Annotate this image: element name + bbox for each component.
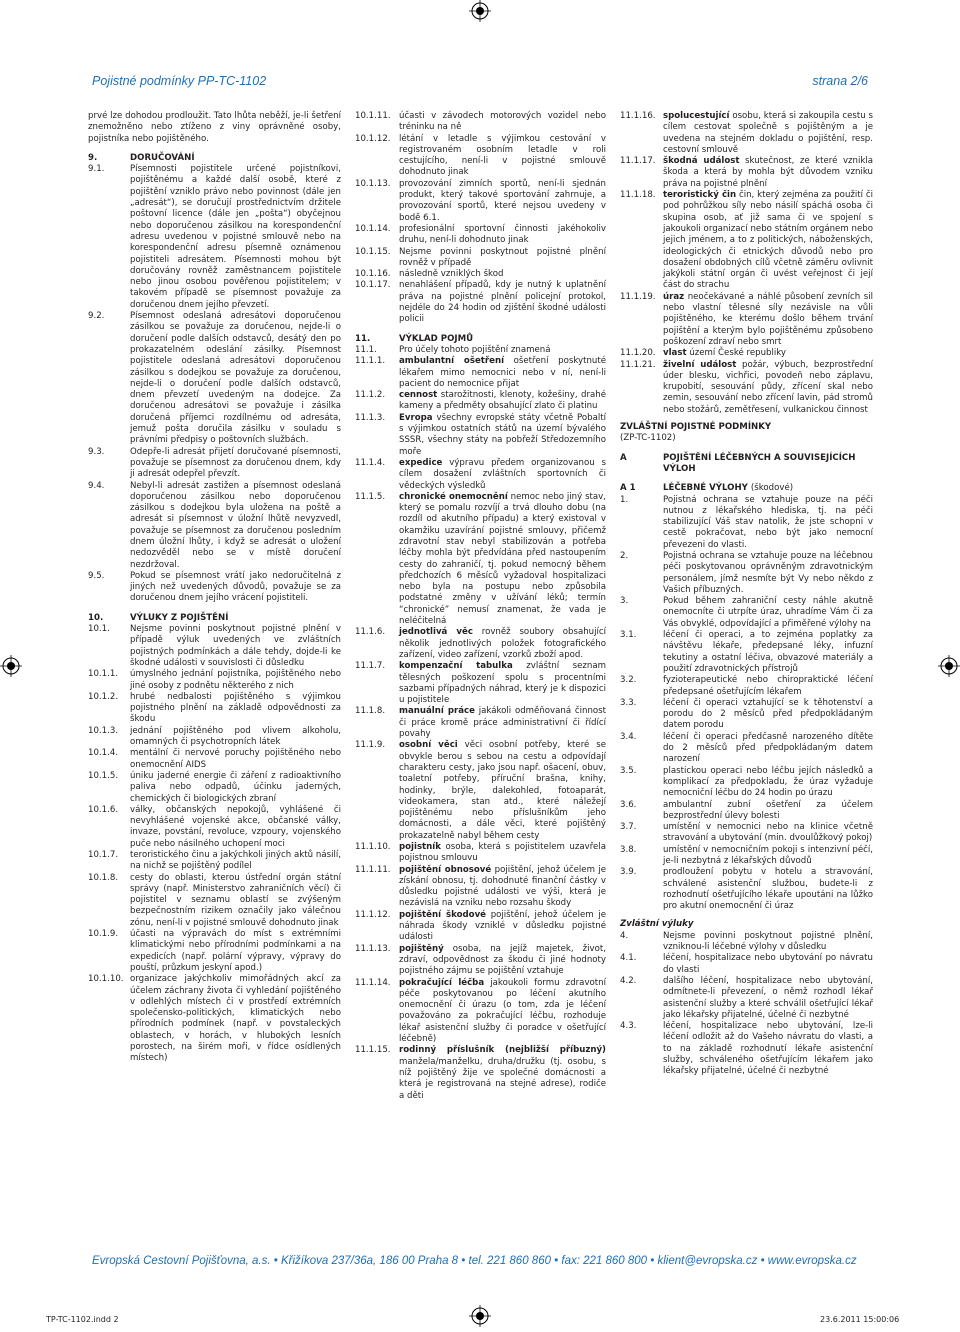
clause-text: zvláštní seznam tělesných poškození spolu s procentními sazbami případných náhrad, který je k dispozici u pojistitele bbox=[399, 661, 606, 706]
clause-number: 3.6. bbox=[620, 799, 637, 810]
clause-text: úmyslného jednání pojistníka, pojištěného nebo jiné osoby z podnětu některého z nich bbox=[130, 669, 341, 691]
clause-text: požár, výbuch, bezprostřední úder blesku, vichřici, povodeň nebo záplavu, krupobití, sesouvání půdy, zřícení skal nebo zemin, sesouvání nebo zřícení lavin, pád stromů nebo stožárů, zemětřesení, vulkanickou činnost bbox=[663, 359, 873, 415]
defined-term: manuální práce bbox=[399, 706, 475, 717]
clause-text: účasti na výpravách do míst s extrémními klimatickými nebo přírodními podmínkami a na expedicích (např. polární výpravy, výpravy do pouští, průzkum jeskyní apod.) bbox=[130, 929, 341, 973]
clause-text: Nebyl-li adresát zastižen a písemnost odeslaná doporučenou zásilkou nebo doporučenou zásilkou s dodejkou byla uložena na poště a adresát si písemnost v úložní lhůtě nevyzvedl, považuje se písemnost za doručenou posledním dnem úložní lhůty, i když se adresát o uložení nedozvěděl nebo se v místě doručení nezdržoval. bbox=[130, 480, 341, 570]
clause-number: 3.3. bbox=[620, 697, 637, 708]
clause bbox=[355, 627, 606, 661]
clause-number: 10.1.16. bbox=[355, 269, 391, 280]
clause-text: ošetření poskytnuté lékařem mimo nemocnici nebo v ní, není-li pacient do nemocnice přijat bbox=[399, 356, 606, 389]
defined-term: ambulantní ošetření bbox=[399, 356, 505, 367]
clause bbox=[88, 929, 341, 974]
clause-text: umístění v nemocnici nebo na klinice včetně stravování a ubytování (min. dvoulůžkový pokoj) bbox=[663, 822, 873, 844]
clause-number: 10.1.3. bbox=[88, 725, 119, 736]
clause-body bbox=[399, 978, 606, 1046]
clause bbox=[355, 865, 606, 910]
defined-term: expedice bbox=[399, 457, 443, 468]
clause bbox=[355, 944, 606, 978]
clause-number: A 1 bbox=[620, 483, 636, 494]
clause bbox=[88, 805, 341, 850]
clause-number: 9.2. bbox=[88, 311, 105, 322]
clause bbox=[88, 481, 341, 571]
clause-number: 3.2. bbox=[620, 675, 637, 686]
heading bbox=[620, 433, 873, 444]
clause-number: 11.1.2. bbox=[355, 390, 386, 401]
clause bbox=[355, 661, 606, 706]
clause-text: léčení, hospitalizace nebo ubytování po návratu do vlasti bbox=[663, 953, 873, 975]
defined-term: škodná událost bbox=[663, 156, 740, 167]
clause-body bbox=[399, 492, 606, 628]
page-number: strana 2/6 bbox=[812, 74, 868, 88]
clause bbox=[88, 974, 341, 1064]
clause bbox=[355, 842, 606, 865]
clause-body bbox=[663, 190, 873, 292]
clause-body bbox=[399, 627, 606, 661]
clause-number: 4.1. bbox=[620, 953, 637, 964]
clause bbox=[620, 822, 873, 845]
clause-body bbox=[663, 292, 873, 348]
clause-number: 11.1.15. bbox=[355, 1045, 391, 1056]
clause-body bbox=[663, 360, 873, 416]
clause bbox=[620, 360, 873, 416]
clause-text: jednání pojištěného pod vlivem alkoholu, omamných či psychotropních látek bbox=[130, 725, 341, 748]
clause bbox=[620, 732, 873, 766]
clause bbox=[620, 156, 873, 190]
clause-body bbox=[399, 944, 606, 978]
clause-text: Odepře-li adresát přijetí doručované písemnosti, považuje se písemnost za doručenou dnem, kdy ji adresát odepřel převzít. bbox=[130, 446, 341, 480]
defined-term: chronické onemocnění bbox=[399, 491, 508, 502]
defined-term: úraz bbox=[663, 291, 685, 302]
clause-text: rovněž soubory obsahující několik jednotlivých položek fotografického zařízení, video zařízení, vzorků zboží apod. bbox=[399, 627, 606, 660]
clause bbox=[355, 179, 606, 224]
clause-body bbox=[399, 390, 606, 413]
clause bbox=[620, 1021, 873, 1077]
clause-text: Pokud během zahraniční cesty náhle akutně onemocníte či utrpíte úraz, uhradíme Vám či za Vás obvyklé, odpovídající a přiměřené výlohy na bbox=[663, 596, 873, 629]
clause-body bbox=[663, 111, 873, 156]
clause-text: Pojistná ochrana se vztahuje pouze na léčebnou péči poskytovanou oprávněným zdravotnickým personálem, jímž nesmíte být Vy nebo někdo z Vašich příbuzných. bbox=[663, 550, 873, 595]
clause bbox=[620, 953, 873, 976]
defined-term: živelní událost bbox=[663, 359, 737, 370]
clause-number: 10.1.10. bbox=[88, 974, 124, 985]
clause-number: 11.1.6. bbox=[355, 627, 386, 638]
clause-number: 11.1.14. bbox=[355, 977, 391, 988]
clause bbox=[355, 492, 606, 628]
registration-mark-icon bbox=[938, 655, 960, 677]
clause-number: 10.1.15. bbox=[355, 246, 391, 257]
section-heading bbox=[88, 613, 341, 624]
clause-text: Písemnost odeslaná adresátovi doporučenou zásilkou se považuje za doručenou, nejde-li o doručení podle dalších odstavců, desátý den po prokazatelném odeslání zásilky. Písemnost pojistitele odeslaná adresátovi doporučenou zásilkou s dodejkou se považuje za doručenou, nejde-li o doručení podle dalších odstavců, dnem převzetí uvedeným na dodejce. Za doručenou adresátovi se považuje i zásilka doručená příjemci rozdílnému od adresáta, jemuž pošta doručila zásilku v souladu s právními předpisy o poštovních službách. bbox=[130, 311, 341, 446]
clause-text: profesionální sportovní činnosti jakéhokoliv druhu, není-li dohodnuto jinak bbox=[399, 223, 606, 246]
clause-text: manžela/manželku, druha/družku (tj. osobu, s níž pojištěný žije ve společné domácnosti a která je registrovaná na stejné adrese), rodiče a děti bbox=[399, 1056, 606, 1101]
clause-text: Nejsme povinni poskytnout pojistné plnění v případě výluk uvedených ve zvláštních pojistných podmínkách a dále tehdy, dojde-li ke škodné události v souvislosti či důsledku bbox=[130, 624, 341, 668]
registration-mark-icon bbox=[0, 655, 22, 677]
clause bbox=[88, 669, 341, 692]
clause-number: 10.1.17. bbox=[355, 280, 391, 291]
clause-number: 11.1.19. bbox=[620, 291, 656, 302]
clause-number: 11.1.3. bbox=[355, 412, 386, 423]
clause-body bbox=[399, 661, 606, 706]
clause-text: prodloužení pobytu v hotelu a stravování, schválené asistenční službou, budete-li z rozhodnutí ošetřujícího lékaře upoutáni na lůžko pro akutní onemocnění či úraz bbox=[663, 867, 873, 912]
page-footer bbox=[92, 1255, 872, 1267]
clause-number: 9.4. bbox=[88, 480, 105, 491]
clause-text: neočekávané a náhlé působení zevních sil nebo vlastní tělesné síly nezávisle na vůli pojištěného, ke kterému došlo během trvání pojištění a kterým bylo pojištěnému způsobeno poškození zdraví nebo smrt bbox=[663, 291, 873, 347]
document-title: Pojistné podmínky PP-TC-1102 bbox=[92, 74, 267, 88]
clause-number: 2. bbox=[620, 550, 629, 561]
clause-number: A bbox=[620, 452, 627, 463]
clause-number: 11.1.12. bbox=[355, 909, 391, 920]
clause-number: 3.7. bbox=[620, 822, 637, 833]
clause-text: osoba, na jejíž majetek, život, zdraví, odpovědnost za škodu či jiné hodnoty pojistného zájmu se pojištění vztahuje bbox=[399, 943, 606, 977]
clause bbox=[88, 111, 341, 145]
clause-body bbox=[663, 348, 873, 359]
clause-number: 9. bbox=[88, 152, 98, 163]
clause-number: 11.1.16. bbox=[620, 111, 656, 121]
clause-number: 10.1.9. bbox=[88, 929, 119, 940]
clause-text: výpravu předem organizovanou s cílem dosažení zvláštních sportovních či vědeckých výsledků bbox=[399, 457, 606, 491]
clause bbox=[88, 850, 341, 873]
clause-number: 11.1.8. bbox=[355, 706, 386, 717]
clause-text: provozování zimních sportů, není-li sjednán produkt, který takové sportování zahrnuje, a provozování sportů, které nejsou uvedeny v bodě 6.1. bbox=[399, 178, 606, 223]
clause-text: DORUČOVÁNÍ bbox=[130, 152, 195, 163]
clause bbox=[620, 698, 873, 732]
defined-term: pojištění obnosové bbox=[399, 864, 492, 875]
defined-term: pojistník bbox=[399, 842, 441, 852]
clause-body bbox=[399, 842, 606, 865]
defined-term: LÉČEBNÉ VÝLOHY bbox=[663, 483, 748, 494]
clause bbox=[88, 624, 341, 669]
heading bbox=[620, 422, 873, 433]
defined-term: spolucestující bbox=[663, 111, 730, 121]
defined-term: Evropa bbox=[399, 412, 433, 423]
clause-number: 9.5. bbox=[88, 570, 105, 581]
clause bbox=[355, 910, 606, 944]
clause bbox=[355, 390, 606, 413]
clause bbox=[88, 748, 341, 771]
clause bbox=[620, 495, 873, 551]
clause bbox=[355, 740, 606, 842]
clause-number: 10.1.6. bbox=[88, 804, 119, 815]
clause-body bbox=[399, 865, 606, 910]
clause bbox=[620, 766, 873, 800]
clause-text: věci osobní potřeby, které se obvykle berou s sebou na cestu a odpovídají charakteru cesty, jako jsou např. ošacení, obuv, toaletní potřeby, příruční brašna, knihy, hodinky, brýle, dalekohled, fotoaparát, videokamera, stan atd., které náležejí pojištěnému nebo příslušníkům jeho domácnosti, a dále věci, které pojištěný prokazatelně nabyl během cesty bbox=[399, 740, 606, 841]
clause bbox=[88, 873, 341, 929]
clause bbox=[88, 164, 341, 311]
clause-number: 3.9. bbox=[620, 867, 637, 878]
clause-text: pojištění, jehož účelem je získání obnosu, tj. dohodnuté finanční částky v důsledku pojistné události ve výši, která je nezávislá na vzniku nebo rozsahu škody bbox=[399, 864, 607, 909]
defined-term: pojištění škodové bbox=[399, 909, 486, 920]
clause-text: umístění v nemocničním pokoji s intenzivní péčí, je-li nezbytná z lékařských důvodů bbox=[663, 844, 873, 866]
clause-number: 4.3. bbox=[620, 1021, 637, 1032]
defined-term: pokračující léčba bbox=[399, 977, 485, 988]
company-contact: Evropská Cestovní Pojišťovna, a.s. • Křižíkova 237/36a, 186 00 Praha 8 • tel. 221 860 860 • fax: 221 860 800 • klient@evropska.cz • www.evropska.cz bbox=[92, 1255, 857, 1267]
defined-term: jednotlivá věc bbox=[399, 627, 473, 638]
clause-number: 9.1. bbox=[88, 164, 105, 175]
clause-text: čin, který zejména za použití či pod pohrůžkou síly nebo násilí spáchá osoba či skupina osob, ať již sama či ve spojení s jakoukoli organizací nebo státním orgánem nebo jejich jménem, a to z politických, náboženských, ideologických či etnických důvodů nebo pro dosažení obdobných cílů včetně záměru ovlivnit jakýkoli státní orgán či uvést veřejnost či její část do strachu bbox=[663, 190, 874, 291]
clause-text: léčení či operaci, a to zejména poplatky za návštěvu lékaře, předepsané léky, infuzní tekutiny a ostatní léčiva, obvazové materiály a použití zdravotnických přístrojů bbox=[663, 630, 873, 674]
clause bbox=[620, 800, 873, 823]
clause-number: 11.1.1. bbox=[355, 356, 386, 367]
clause-text: území České republiky bbox=[689, 348, 787, 359]
clause-number: 11.1.17. bbox=[620, 156, 656, 167]
clause-number: 10.1.12. bbox=[355, 133, 391, 144]
clause bbox=[620, 630, 873, 675]
clause-text: (škodové) bbox=[750, 483, 794, 494]
clause bbox=[620, 931, 873, 954]
clause bbox=[88, 311, 341, 447]
defined-term: teroristický čin bbox=[663, 190, 737, 201]
clause-text: POJIŠTĚNÍ LÉČEBNÝCH A SOUVISEJÍCÍCH VÝLOH bbox=[663, 452, 856, 474]
clause-number: 11.1. bbox=[355, 344, 377, 355]
clause-number: 11.1.5. bbox=[355, 491, 386, 502]
registration-mark-icon bbox=[469, 0, 491, 22]
clause bbox=[620, 867, 873, 912]
clause-number: 1. bbox=[620, 494, 629, 505]
clause-number: 10.1.14. bbox=[355, 223, 391, 234]
clause-number: 3.4. bbox=[620, 731, 637, 742]
clause-body bbox=[399, 1045, 606, 1101]
clause bbox=[620, 292, 873, 348]
clause bbox=[355, 247, 606, 270]
clause-body bbox=[399, 458, 606, 492]
clause-body bbox=[663, 156, 873, 190]
clause-number: 10.1.1. bbox=[88, 669, 119, 680]
clause bbox=[620, 596, 873, 630]
clause bbox=[620, 976, 873, 1021]
clause-number: 11. bbox=[355, 333, 371, 344]
clause-body bbox=[399, 910, 606, 944]
heading bbox=[620, 919, 873, 930]
clause-text: války, občanských nepokojů, vyhlášené či nevyhlášené vojenské akce, občanské války, invaze, povstání, revoluce, vzpoury, vojenského puče nebo násilného uchopení moci bbox=[130, 804, 341, 849]
clause-text: léčení či operaci vztahující se k těhotenství a porodu do 2 měsíců před předpokládaným datem porodu bbox=[663, 697, 873, 731]
clause-text: Zvláštní výluky bbox=[620, 919, 694, 930]
text-column-left bbox=[88, 111, 341, 1065]
clause-text: všechny evropské státy včetně Pobaltí s výjimkou ostatních států na území bývalého SSSR, všechny státy na pobřeží Středozemního moře bbox=[399, 412, 607, 457]
clause-number: 3. bbox=[620, 596, 629, 607]
clause-text: plastickou operaci nebo léčbu jejích následků a komplikací za předpokladu, že úraz vyžaduje nemocniční léčbu do 24 hodin po úrazu bbox=[663, 765, 873, 799]
clause-number: 11.1.13. bbox=[355, 943, 391, 954]
clause bbox=[355, 269, 606, 280]
clause bbox=[355, 356, 606, 390]
clause-number: 3.1. bbox=[620, 630, 637, 641]
clause-number: 10.1.8. bbox=[88, 872, 119, 883]
clause bbox=[88, 692, 341, 726]
clause-number: 11.1.11. bbox=[355, 864, 391, 875]
clause-number: 10.1.4. bbox=[88, 748, 119, 759]
registration-mark-icon bbox=[469, 1305, 491, 1327]
clause-text: dalšího léčení, hospitalizace nebo ubytování, odmítnete-li převezení, o němž rozhodl lékař asistenční služby a které schválil ošetřující lékař jako lékařsky přijatelné, účelné či nezbytné bbox=[663, 975, 873, 1020]
clause-number: 11.1.18. bbox=[620, 190, 656, 201]
clause-text: nemoc nebo jiný stav, který se pomalu rozvíjí a trvá dlouho dobu (na rozdíl od akutního případu) a který existoval v okamžiku uzavírání pojistné smlouvy, přičemž zdravotní stav nebyl stabilizován a potřeba léčby mohla být předvídána před nastoupením cesty do zahraničí, tj. pokud nemocný během předchozích 6 měsíců vyžadoval hospitalizaci nebo byla na postupu nebo způsobila podstatné změny v užívání léků; termín “chronické” nemusí znamenat, že vada je neléčitelná bbox=[399, 491, 607, 627]
clause-number: 11.1.10. bbox=[355, 842, 391, 852]
clause bbox=[355, 134, 606, 179]
clause bbox=[355, 413, 606, 458]
clause-text: úniku jaderné energie či záření z radioaktivního paliva nebo odpadů, účinku jaderných, chemických či biologických zbraní bbox=[130, 770, 341, 804]
clause-number: 10.1.5. bbox=[88, 770, 119, 781]
clause-body bbox=[399, 706, 606, 740]
clause-body bbox=[663, 483, 873, 494]
clause-text: fyzioterapeutické nebo chiropraktické léčení předepsané ošetřujícím lékařem bbox=[663, 675, 873, 697]
defined-term: kompenzační tabulka bbox=[399, 661, 513, 672]
clause-text: jakoukoli formu zdravotní péče poskytovanou po léčení akutního onemocnění či úrazu (o tom, zda je léčení považováno za pokračující léčbu, rozhoduje lékař asistenční služby či poradce v ošetřující léčebně) bbox=[399, 977, 606, 1045]
section-heading bbox=[620, 483, 873, 494]
clause-text: mentální či nervové poruchy pojištěného nebo onemocnění AIDS bbox=[130, 748, 341, 770]
clause-number: 4. bbox=[620, 930, 629, 941]
clause-body bbox=[399, 413, 606, 458]
clause-text: osobu, která si zakoupila cestu s cílem cestovat společně s pojištěným a je uvedena na stejném dokladu o pojištění, resp. cestovní smlouvě bbox=[663, 111, 874, 155]
clause-text: VÝKLAD POJMŮ bbox=[399, 333, 474, 344]
defined-term: rodinný příslušník (nejbližší příbuzný) bbox=[399, 1045, 606, 1056]
section-heading bbox=[355, 334, 606, 345]
clause-body bbox=[399, 740, 606, 842]
clause-number: 10.1.7. bbox=[88, 850, 119, 860]
clause bbox=[355, 280, 606, 325]
clause-number: 11.1.4. bbox=[355, 457, 386, 468]
clause-text: Pojistná ochrana se vztahuje pouze na péči nutnou z lékařského hlediska, tj. na péči stabilizující Váš stav natolik, že jste schopni v cestě pokračovat, nebo být jako nemocní převezeni do vlasti. bbox=[663, 494, 873, 550]
clause-number: 10. bbox=[88, 612, 104, 623]
clause-text: účasti v závodech motorových vozidel nebo tréninku na ně bbox=[399, 111, 606, 133]
clause-number: 3.8. bbox=[620, 844, 637, 855]
clause-number: 3.5. bbox=[620, 765, 637, 776]
clause-number: 9.3. bbox=[88, 446, 105, 457]
clause-text: léčení, hospitalizace nebo ubytování, lze-li léčení odložit až do Vašeho návratu do vlasti, a to na základě rozhodnutí lékaře asistenční služby, schváleného ošetřujícím lékařem jako lékařsky přijatelné, účelné či nezbytné bbox=[663, 1021, 873, 1077]
clause-text: ambulantní zubní ošetření za účelem bezprostřední úlevy bolesti bbox=[663, 799, 873, 821]
print-slug-date: 23.6.2011 15:00:06 bbox=[820, 1315, 900, 1324]
clause bbox=[355, 345, 606, 356]
clause bbox=[620, 845, 873, 868]
clause-text: VÝLUKY Z POJIŠTĚNÍ bbox=[130, 612, 229, 623]
clause-text: ZVLÁŠTNÍ POJISTNÉ PODMÍNKY bbox=[620, 422, 772, 433]
defined-term: cennost bbox=[399, 390, 438, 401]
clause bbox=[355, 978, 606, 1046]
clause bbox=[355, 224, 606, 247]
clause-number: 10.1.13. bbox=[355, 178, 391, 189]
clause-number: 10.1.11. bbox=[355, 111, 391, 121]
clause-number: 10.1. bbox=[88, 624, 110, 635]
text-column-middle bbox=[355, 111, 606, 1102]
clause-text: Pro účely tohoto pojištění znamená bbox=[399, 344, 551, 355]
clause-text: Pokud se písemnost vrátí jako nedoručitelná z jiných než uvedených důvodů, považuje se za doručenou dnem jejího vrácení pojistiteli. bbox=[130, 570, 341, 604]
clause-text: prvé lze dohodou prodloužit. Tato lhůta neběží, je-li šetření znemožněno nebo ztíženo z viny oprávněné osoby, pojistníka nebo pojištěného. bbox=[88, 111, 341, 144]
clause-number: 4.2. bbox=[620, 975, 637, 986]
clause-text: Nejsme povinni poskytnout pojistné plnění rovněž v případě bbox=[399, 246, 606, 268]
clause-text: jakákoli odměňovaná činnost či práce kromě práce administrativní či řídící povahy bbox=[399, 706, 606, 740]
defined-term: osobní věci bbox=[399, 740, 458, 751]
clause bbox=[355, 706, 606, 740]
text-column-right bbox=[620, 111, 873, 1078]
clause bbox=[620, 675, 873, 698]
clause-text: (ZP-TC-1102) bbox=[620, 433, 676, 444]
clause-text: organizace jakýchkoliv mimořádných akcí za účelem záchrany života či vyhledání pojištěného v odlehlých místech či v prostředí extrémních společensko-politických, klimatických nebo přírodních podmínek (např. v povstaleckých oblastech, v horách, v hlubokých lesních porostech, na širém moři, v řídce osídlených místech) bbox=[130, 974, 341, 1064]
clause bbox=[355, 111, 606, 134]
clause bbox=[88, 726, 341, 749]
clause-body bbox=[399, 356, 606, 390]
clause-number: 11.1.7. bbox=[355, 661, 386, 672]
clause bbox=[88, 447, 341, 481]
section-heading bbox=[88, 153, 341, 164]
clause bbox=[88, 571, 341, 605]
clause-text: hrubé nedbalosti pojištěného s výjimkou pojistného plnění na základě odpovědnosti za škodu bbox=[130, 691, 341, 725]
clause-text: teroristického činu a jakýchkoli jiných aktů násilí, na nichž se pojištěný podílel bbox=[130, 850, 341, 872]
clause bbox=[355, 458, 606, 492]
clause bbox=[620, 551, 873, 596]
clause bbox=[620, 190, 873, 292]
clause-text: létání v letadle s výjimkou cestování v registrovaném osobním letadle v roli cestujícího, není-li v pojistné smlouvě dohodnuto jinak bbox=[399, 133, 606, 178]
clause-number: 11.1.21. bbox=[620, 359, 656, 370]
clause-number: 11.1.20. bbox=[620, 348, 656, 359]
defined-term: vlast bbox=[663, 348, 687, 359]
clause-text: Písemnosti pojistitele určené pojistníkovi, pojištěnému a každé další osobě, které z pojištění vzniklo právo nebo povinnost (dále jen „adresát“), se doručují prostřednictvím držitele poštovní licence (dále jen „pošta“) obyčejnou nebo doporučenou zásilkou na korespondenční adresu uvedenou v pojistné smlouvě nebo na korespondenční adresu písemně oznámenou pojistiteli adresátem. Písemnosti mohou být doručovány rovněž zaměstnancem pojistitele nebo jinou osobou pověřenou pojistitelem; v takovém případě se písemnost považuje za doručenou dnem jejího převzetí. bbox=[130, 164, 341, 310]
print-slug-file: TP-TC-1102.indd 2 bbox=[46, 1315, 119, 1324]
clause bbox=[620, 348, 873, 359]
clause-number: 10.1.2. bbox=[88, 691, 119, 702]
defined-term: pojištěný bbox=[399, 943, 444, 954]
clause-text: starožitnosti, klenoty, kožešiny, drahé kameny a předměty obsahující zlato či platinu bbox=[399, 390, 606, 412]
clause-text: následně vzniklých škod bbox=[399, 269, 504, 280]
clause-text: Nejsme povinni poskytnout pojistné plnění, vzniknou-li léčebné výlohy v důsledku bbox=[663, 930, 873, 953]
clause-text: osoba, která s pojistitelem uzavřela pojistnou smlouvu bbox=[399, 842, 607, 864]
clause bbox=[355, 1045, 606, 1101]
clause-text: pojištění, jehož účelem je náhrada škody vzniklé v důsledku pojistné události bbox=[399, 909, 606, 943]
clause-text: léčení či operaci předčasně narozeného dítěte do 2 měsíců před předpokládaným datem narození bbox=[663, 731, 873, 765]
clause bbox=[88, 771, 341, 805]
clause-text: nenahlášení případů, kdy je nutný k uplatnění práva na pojistné plnění policejní protokol, nejdéle do 24 hodin od zjištění škodné události policii bbox=[399, 280, 606, 325]
clause-text: skutečnost, ze které vznikla škoda a která by mohla být důvodem vzniku práva na pojistné plnění bbox=[663, 156, 874, 189]
clause-text: cesty do oblasti, kterou ústřední orgán státní správy (např. Ministerstvo zahraničních věcí) či pojistitel v seznamu oblastí se zvýšeným bezpečnostním rizikem označily jako válečnou zónu, není-li v pojistné smlouvě dohodnuto jinak bbox=[130, 872, 341, 928]
section-heading bbox=[620, 453, 873, 476]
clause bbox=[620, 111, 873, 156]
clause-number: 11.1.9. bbox=[355, 740, 386, 751]
